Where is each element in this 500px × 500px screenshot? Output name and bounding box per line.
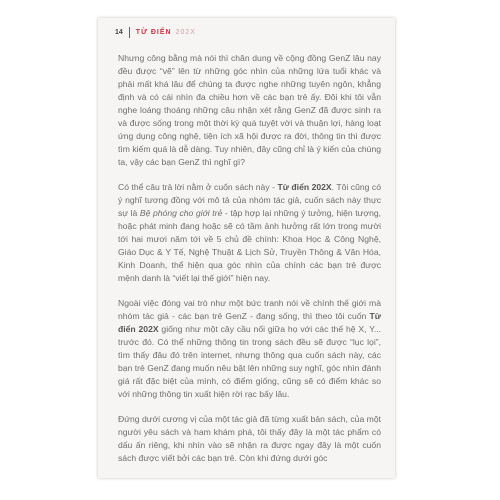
page-header — [115, 27, 196, 38]
paragraph — [118, 181, 381, 285]
text-run: giống như một cây cầu nối giữa họ với các thế hệ X, Y... trước đó. Có thể những thông tin trong sách đều sẽ được “lục lọi”, tìm thấy đâu đó trên internet, nhưng thông qua cuốn sách này, các bạn trẻ GenZ đang muốn nêu bật lên những suy nghĩ, góc nhìn đánh giá rất đặc biệt của mình, có điểm giống, cũng sẽ có điểm khác so với những thông tin xuất hiện rời rạc bấy lâu. — [118, 324, 382, 399]
italic-text: Bệ phóng cho giới trẻ — [139, 208, 223, 218]
body-text — [118, 52, 381, 477]
bold-text: Từ điển 202X — [118, 311, 381, 334]
page-number: 14 — [115, 29, 123, 36]
text-run: Ngoài việc đóng vai trò như một bức tranh nói về chính thế giới mà nhóm tác giả - các bạn trẻ GenZ - đang sống, thì theo tôi cuốn — [118, 298, 381, 321]
text-run: Có thể câu trả lời nằm ở cuốn sách này - — [118, 182, 278, 192]
text-run: - tập hợp lại những ý tưởng, hiện tượng, hoặc phát minh đang hoặc sẽ có tầm ảnh hưởng rất lớn trong mười tới hai mươi năm tới về 5 chủ đề chính: Khoa Học & Công Nghệ, Giáo Dục & Y Tế, Nghệ Thuật & Lịch Sử, Truyền Thông & Văn Hóa, Kinh Doanh, thể hiện qua góc nhìn của chính các bạn trẻ được mệnh danh là “viết lại thế giới” hiện nay. — [118, 208, 382, 283]
section-title: TỪ ĐIỂN — [135, 29, 172, 36]
section-year: 202X — [175, 29, 196, 36]
paragraph — [118, 297, 381, 401]
text-run: Nhưng công bằng mà nói thì chân dung về cộng đồng GenZ lâu nay đều được “vẽ” lên từ những góc nhìn của những lứa tuổi khác và phải mất khá lâu để chúng ta được nghe những tuyên ngôn, khẳng định và có cái nhìn đa chiều hơn về các bạn trẻ ấy. Đôi khi tôi vẫn nghe loáng thoáng những câu nhận xét rằng GenZ đã được sinh ra và được sống trong một thời kỳ quá tuyệt vời và thuận lợi, hàng loạt ứng dụng công nghệ, tiện ích xã hội được ra đời, thông tin thì được tìm kiếm quá là dễ dàng. Tuy nhiên, đây cũng chỉ là ý kiến của chúng ta, vậy các bạn GenZ thì nghĩ gì? — [118, 53, 381, 167]
text-run: . Tôi cũng có ý nghĩ tương đồng với mô tả của nhóm tác giả, cuốn sách này thực sự là — [118, 182, 381, 218]
text-run: Đứng dưới cương vị của một tác giả đã từng xuất bản sách, của một người yêu sách và ham khám phá, tôi thấy đây là một tác phẩm có dấu ấn riêng, khi nhìn vào sẽ nhận ra được ngay đây là một cuốn sách được viết bởi các bạn trẻ. Còn khi đứng dưới góc — [118, 414, 381, 463]
bold-text: Từ điển 202X — [277, 182, 332, 192]
book-page — [98, 18, 395, 478]
paragraph — [118, 413, 381, 465]
header-divider — [129, 27, 130, 38]
paragraph — [118, 52, 381, 169]
